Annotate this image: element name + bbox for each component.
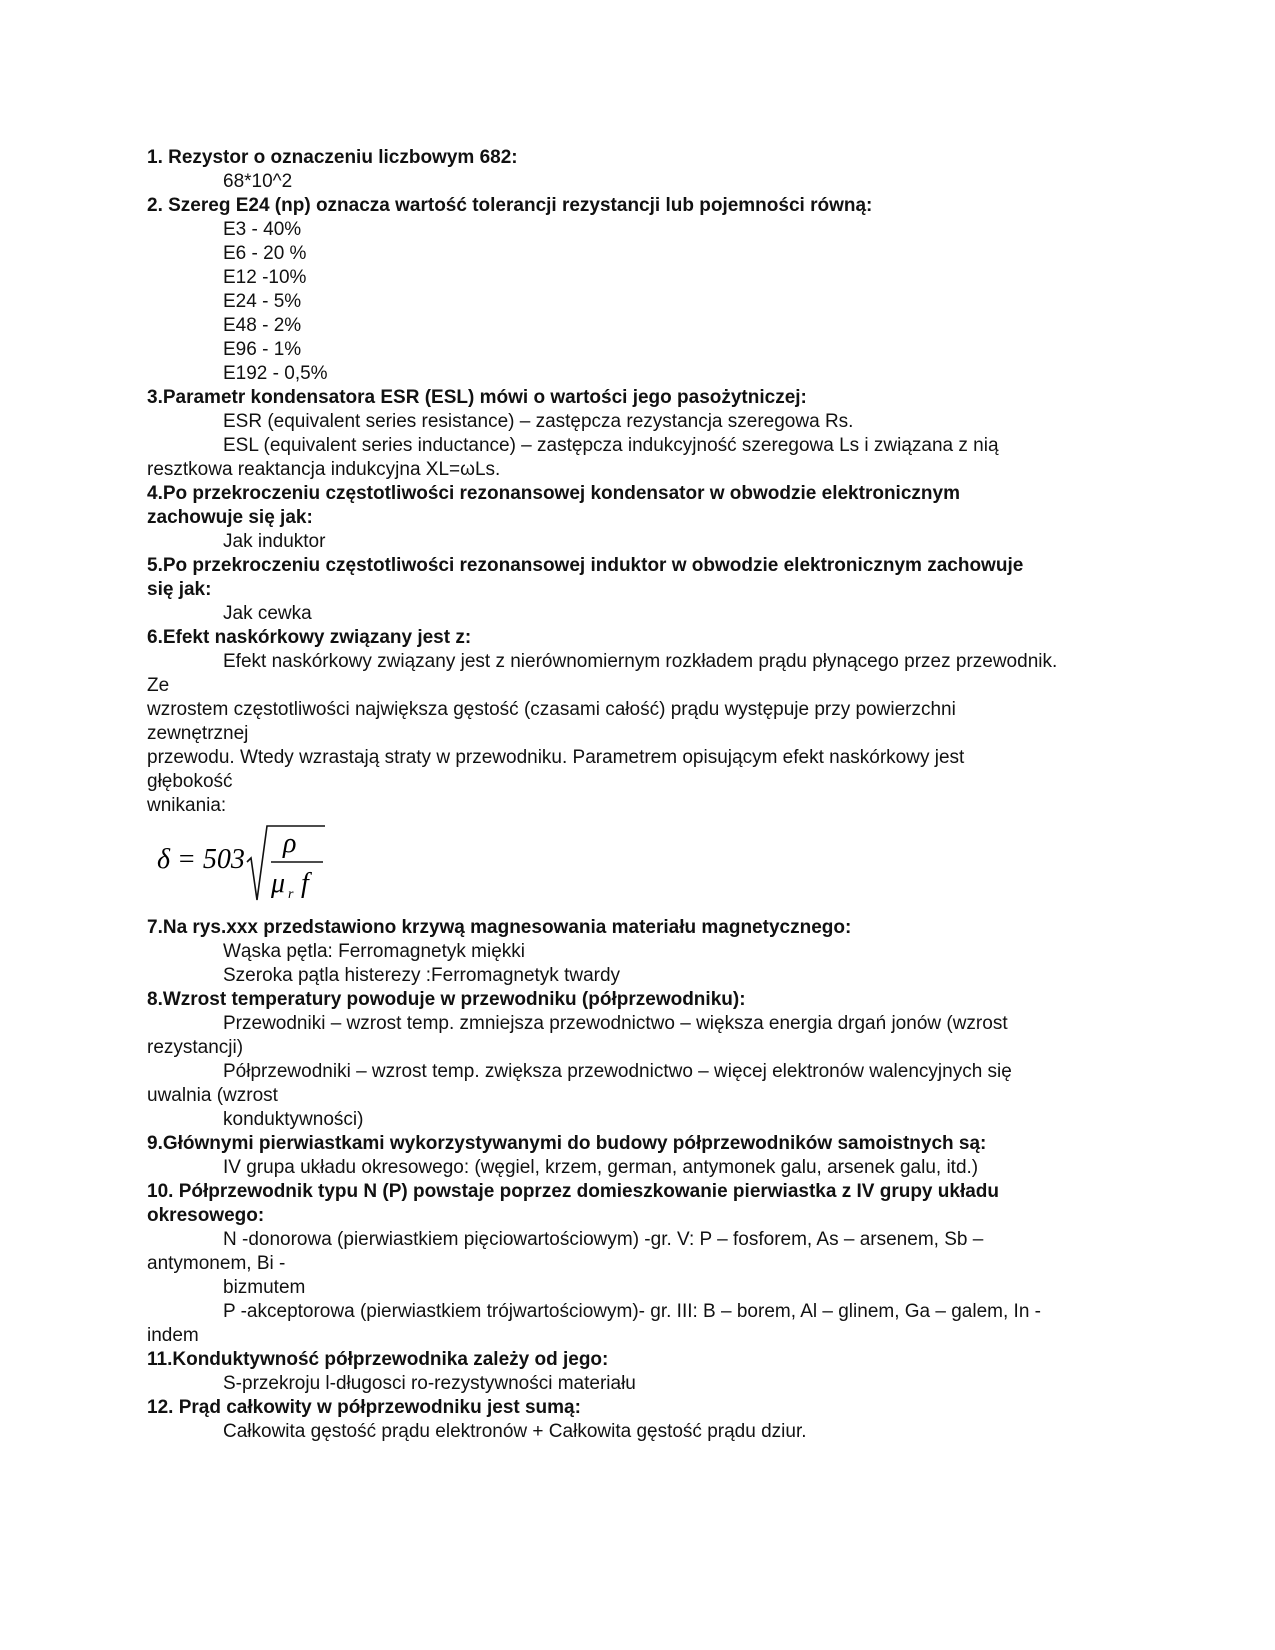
question-7-title: 7.Na rys.xxx przedstawiono krzywą magnesowania materiału magnetycznego: [147, 917, 852, 938]
question-12-title: 12. Prąd całkowity w półprzewodniku jest sumą: [147, 1397, 581, 1418]
question-11-line: S-przekroju l-długosci ro-rezystywności materiału [223, 1373, 636, 1394]
list-item: E96 - 1% [223, 339, 302, 360]
question-8-title: 8.Wzrost temperatury powoduje w przewodniku (półprzewodniku): [147, 989, 746, 1010]
question-9-line: IV grupa układu okresowego: (węgiel, krzem, german, antymonek galu, arsenek galu, itd.) [223, 1157, 979, 1178]
formula-numerator: ρ [283, 828, 297, 859]
list-item: E24 - 5% [223, 291, 302, 312]
question-10-line: N -donorowa (pierwiastkiem pięciowartościowym) -gr. V: P – fosforem, As – arsenem, Sb – [223, 1229, 984, 1250]
question-11-title: 11.Konduktywność półprzewodnika zależy od jego: [147, 1349, 609, 1370]
formula-lhs: δ = 503 [157, 844, 245, 875]
question-4-title: zachowuje się jak: [147, 507, 313, 528]
question-8-line: rezystancji) [147, 1037, 244, 1058]
question-1-title: 1. Rezystor o oznaczeniu liczbowym 682: [147, 147, 518, 168]
skin-depth-formula [147, 818, 1147, 916]
question-6-title: 6.Efekt naskórkowy związany jest z: [147, 627, 472, 648]
question-3-line: resztkowa reaktancja indukcyjna XL=ωLs. [147, 459, 501, 480]
question-1-answer: 68*10^2 [223, 171, 293, 192]
question-5-answer: Jak cewka [223, 603, 312, 624]
formula-denominator-f: f [301, 868, 309, 899]
question-9-title: 9.Głównymi pierwiastkami wykorzystywanymi do budowy półprzewodników samoistnych są: [147, 1133, 987, 1154]
question-7-line: Szeroka pątla histerezy :Ferromagnetyk twardy [223, 965, 621, 986]
question-10-title: 10. Półprzewodnik typu N (P) powstaje poprzez domieszkowanie pierwiastka z IV grupy układu [147, 1181, 1000, 1202]
question-6-line: Efekt naskórkowy związany jest z nierównomiernym rozkładem prądu płynącego przez przewodnik. [223, 651, 1058, 672]
question-4-title: 4.Po przekroczeniu częstotliwości rezonansowej kondensator w obwodzie elektronicznym [147, 483, 960, 504]
question-10-title: okresowego: [147, 1205, 265, 1226]
question-6-line: wzrostem częstotliwości największa gęstość (czasami całość) prądu występuje przy powierzchni [147, 699, 956, 720]
question-8-line: konduktywności) [223, 1109, 364, 1130]
question-8-line: Półprzewodniki – wzrost temp. zwiększa przewodnictwo – więcej elektronów walencyjnych się [223, 1061, 1012, 1082]
question-5-title: się jak: [147, 579, 212, 600]
question-7-line: Wąska pętla: Ferromagnetyk miękki [223, 941, 525, 962]
list-item: E12 -10% [223, 267, 307, 288]
question-5-title: 5.Po przekroczeniu częstotliwości rezonansowej induktor w obwodzie elektronicznym zachowuje [147, 555, 1024, 576]
question-10-line: indem [147, 1325, 199, 1346]
list-item: E3 - 40% [223, 219, 302, 240]
question-8-line: uwalnia (wzrost [147, 1085, 278, 1106]
question-3-line: ESR (equivalent series resistance) – zastępcza rezystancja szeregowa Rs. [223, 411, 854, 432]
question-12-line: Całkowita gęstość prądu elektronów + Całkowita gęstość prądu dziur. [223, 1421, 807, 1442]
question-3-title: 3.Parametr kondensatora ESR (ESL) mówi o wartości jego pasożytniczej: [147, 387, 807, 408]
list-item: E192 - 0,5% [223, 363, 328, 384]
question-10-line: antymonem, Bi - [147, 1253, 286, 1274]
question-6-line: głębokość [147, 771, 233, 792]
question-8-line: Przewodniki – wzrost temp. zmniejsza przewodnictwo – większa energia drgań jonów (wzrost [223, 1013, 1008, 1034]
question-6-line: Ze [147, 675, 170, 696]
question-10-line: P -akceptorowa (pierwiastkiem trójwartościowym)- gr. III: B – borem, Al – glinem, Ga – galem, In - [223, 1301, 1041, 1322]
list-item: E48 - 2% [223, 315, 302, 336]
question-2-title: 2. Szereg E24 (np) oznacza wartość tolerancji rezystancji lub pojemności równą: [147, 195, 873, 216]
question-6-line: wnikania: [147, 795, 227, 816]
document-body [147, 146, 1147, 1444]
question-6-line: przewodu. Wtedy wzrastają straty w przewodniku. Parametrem opisującym efekt naskórkowy jest [147, 747, 965, 768]
question-3-line: ESL (equivalent series inductance) – zastępcza indukcyjność szeregowa Ls i związana z nią [223, 435, 999, 456]
question-6-line: zewnętrznej [147, 723, 249, 744]
question-10-line: bizmutem [223, 1277, 306, 1298]
formula-denominator-r: r [288, 887, 294, 902]
question-4-answer: Jak induktor [223, 531, 326, 552]
formula-denominator-mu: μ [271, 868, 286, 899]
list-item: E6 - 20 % [223, 243, 307, 264]
